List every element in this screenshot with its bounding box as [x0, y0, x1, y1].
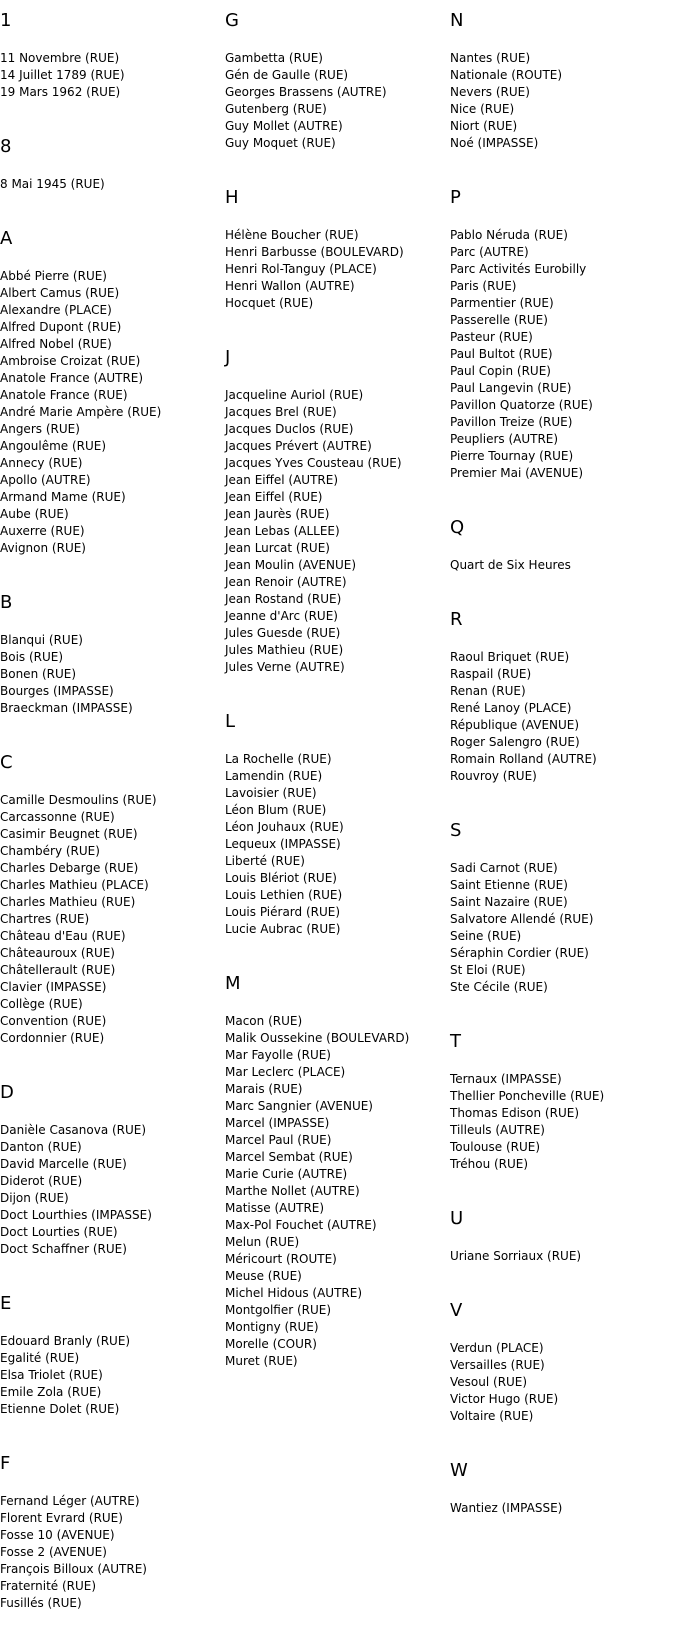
letter-group	[0, 592, 222, 742]
street-link[interactable]: Rouvroy (RUE)	[450, 769, 537, 783]
street-link[interactable]: Jean Jaurès (RUE)	[225, 507, 330, 521]
group-spacer	[225, 938, 447, 963]
letter-group	[450, 187, 672, 507]
street-link[interactable]: Victor Hugo (RUE)	[450, 1392, 559, 1406]
street-link[interactable]: Mar Leclerc (PLACE)	[225, 1065, 346, 1079]
street-link[interactable]: Salvatore Allendé (RUE)	[450, 912, 594, 926]
section-letter-heading: U	[450, 1208, 464, 1229]
street-link[interactable]: Jeanne d'Arc (RUE)	[225, 609, 338, 623]
street-link[interactable]: Clavier (IMPASSE)	[0, 980, 107, 994]
street-link[interactable]: Fosse 2 (AVENUE)	[0, 1545, 107, 1559]
street-link[interactable]: 14 Juillet 1789 (RUE)	[0, 68, 125, 82]
street-link[interactable]: Gutenberg (RUE)	[225, 102, 327, 116]
street-link[interactable]: Ternaux (IMPASSE)	[450, 1072, 562, 1086]
street-link[interactable]: Gén de Gaulle (RUE)	[225, 68, 349, 82]
street-link[interactable]: Uriane Sorriaux (RUE)	[450, 1249, 582, 1263]
street-link[interactable]: Alfred Dupont (RUE)	[0, 320, 122, 334]
street-link[interactable]: David Marcelle (RUE)	[0, 1157, 127, 1171]
street-link[interactable]: Lequeux (IMPASSE)	[225, 837, 341, 851]
street-link[interactable]: Guy Mollet (AUTRE)	[225, 119, 343, 133]
street-link[interactable]: Hocquet (RUE)	[225, 296, 314, 310]
street-link[interactable]: Carcassonne (RUE)	[0, 810, 115, 824]
street-link[interactable]: Alfred Nobel (RUE)	[0, 337, 112, 351]
section-letter-heading: J	[225, 347, 231, 368]
street-link[interactable]: Abbé Pierre (RUE)	[0, 269, 107, 283]
street-link[interactable]: Doct Lourthies (IMPASSE)	[0, 1208, 152, 1222]
street-link[interactable]: Charles Mathieu (RUE)	[0, 895, 136, 909]
street-link[interactable]: Quart de Six Heures	[450, 558, 571, 572]
street-link[interactable]: Méricourt (ROUTE)	[225, 1252, 337, 1266]
street-link[interactable]: Fraternité (RUE)	[0, 1579, 97, 1593]
street-link[interactable]: Saint Nazaire (RUE)	[450, 895, 568, 909]
street-link[interactable]: Jacques Duclos (RUE)	[225, 422, 354, 436]
street-link[interactable]: Aube (RUE)	[0, 507, 69, 521]
street-link[interactable]: Châteauroux (RUE)	[0, 946, 115, 960]
street-link[interactable]: Pavillon Treize (RUE)	[450, 415, 573, 429]
street-link[interactable]: Paul Copin (RUE)	[450, 364, 551, 378]
street-link[interactable]: 19 Mars 1962 (RUE)	[0, 85, 121, 99]
street-link[interactable]: Seine (RUE)	[450, 929, 522, 943]
street-link[interactable]: Châtellerault (RUE)	[0, 963, 116, 977]
street-link[interactable]: Jean Renoir (AUTRE)	[225, 575, 347, 589]
street-link[interactable]: Jean Rostand (RUE)	[225, 592, 342, 606]
street-link[interactable]: Nationale (ROUTE)	[450, 68, 563, 82]
street-link[interactable]: Diderot (RUE)	[0, 1174, 83, 1188]
letter-group	[0, 752, 222, 1072]
street-link[interactable]: Alexandre (PLACE)	[0, 303, 112, 317]
street-link[interactable]: Bonen (RUE)	[0, 667, 77, 681]
street-link[interactable]: Passerelle (RUE)	[450, 313, 548, 327]
street-link[interactable]: Marcel (IMPASSE)	[225, 1116, 330, 1130]
street-link[interactable]: Marthe Nollet (AUTRE)	[225, 1184, 360, 1198]
letter-group	[450, 1300, 672, 1450]
street-link[interactable]: Danton (RUE)	[0, 1140, 82, 1154]
street-link[interactable]: Jacques Prévert (AUTRE)	[225, 439, 372, 453]
street-link[interactable]: Château d'Eau (RUE)	[0, 929, 126, 943]
street-link[interactable]: Jean Lebas (ALLEE)	[225, 524, 340, 538]
group-spacer	[0, 1418, 222, 1443]
street-link[interactable]: Jean Eiffel (RUE)	[225, 490, 323, 504]
street-link[interactable]: Renan (RUE)	[450, 684, 526, 698]
section-letter-heading: C	[0, 752, 13, 773]
street-link[interactable]: Elsa Triolet (RUE)	[0, 1368, 103, 1382]
section-letter-heading: 1	[0, 10, 12, 31]
street-link[interactable]: Malik Oussekine (BOULEVARD)	[225, 1031, 410, 1045]
street-link[interactable]: Marc Sangnier (AVENUE)	[225, 1099, 373, 1113]
street-link[interactable]: Noé (IMPASSE)	[450, 136, 539, 150]
group-spacer	[450, 996, 672, 1021]
street-link[interactable]: Versailles (RUE)	[450, 1358, 545, 1372]
street-link[interactable]: Auxerre (RUE)	[0, 524, 85, 538]
street-link[interactable]: Guy Moquet (RUE)	[225, 136, 336, 150]
letter-group	[450, 1208, 672, 1290]
street-link[interactable]: Parc Activités Eurobilly	[450, 262, 587, 276]
section-letter-heading: G	[225, 10, 239, 31]
street-link[interactable]: Charles Mathieu (PLACE)	[0, 878, 149, 892]
section-letter-heading: R	[450, 609, 463, 630]
letter-group	[0, 136, 222, 218]
street-link[interactable]: Lamendin (RUE)	[225, 769, 323, 783]
street-link[interactable]: Hélène Boucher (RUE)	[225, 228, 359, 242]
section-letter-heading: T	[450, 1031, 461, 1052]
street-link[interactable]: Convention (RUE)	[0, 1014, 107, 1028]
street-link[interactable]: Florent Evrard (RUE)	[0, 1511, 123, 1525]
street-link[interactable]: La Rochelle (RUE)	[225, 752, 332, 766]
street-link[interactable]: Charles Debarge (RUE)	[0, 861, 139, 875]
group-spacer	[450, 1517, 672, 1542]
street-link[interactable]: Michel Hidous (AUTRE)	[225, 1286, 363, 1300]
street-link[interactable]: Danièle Casanova (RUE)	[0, 1123, 147, 1137]
street-link[interactable]: Lavoisier (RUE)	[225, 786, 317, 800]
street-link[interactable]: Saint Etienne (RUE)	[450, 878, 568, 892]
street-link[interactable]: Marcel Sembat (RUE)	[225, 1150, 353, 1164]
group-spacer	[450, 1173, 672, 1198]
street-link[interactable]: Raspail (RUE)	[450, 667, 532, 681]
letter-group	[450, 517, 672, 599]
group-spacer	[0, 1612, 222, 1637]
street-link[interactable]: Roger Salengro (RUE)	[450, 735, 580, 749]
street-link[interactable]: 11 Novembre (RUE)	[0, 51, 120, 65]
section-letter-heading: N	[450, 10, 464, 31]
street-link[interactable]: Louis Lethien (RUE)	[225, 888, 343, 902]
street-link[interactable]: St Eloi (RUE)	[450, 963, 526, 977]
street-link[interactable]: Nevers (RUE)	[450, 85, 530, 99]
street-link[interactable]: Mar Fayolle (RUE)	[225, 1048, 331, 1062]
group-spacer	[0, 1047, 222, 1072]
street-link[interactable]: Annecy (RUE)	[0, 456, 83, 470]
section-letter-heading: L	[225, 711, 236, 732]
section-letter-heading: W	[450, 1460, 468, 1481]
street-link[interactable]: Jean Moulin (AVENUE)	[225, 558, 357, 572]
group-spacer	[0, 717, 222, 742]
letter-group	[450, 820, 672, 1021]
street-link[interactable]: Meuse (RUE)	[225, 1269, 302, 1283]
street-link[interactable]: Vesoul (RUE)	[450, 1375, 528, 1389]
street-link[interactable]: Casimir Beugnet (RUE)	[0, 827, 138, 841]
group-spacer	[450, 574, 672, 599]
section-letter-heading: S	[450, 820, 462, 841]
street-link[interactable]: Chartres (RUE)	[0, 912, 90, 926]
street-link[interactable]: Nantes (RUE)	[450, 51, 531, 65]
group-spacer	[450, 152, 672, 177]
street-link[interactable]: Anatole France (AUTRE)	[0, 371, 144, 385]
street-link[interactable]: René Lanoy (PLACE)	[450, 701, 572, 715]
street-link[interactable]: Bois (RUE)	[0, 650, 64, 664]
street-link[interactable]: Thellier Poncheville (RUE)	[450, 1089, 605, 1103]
street-link[interactable]: Marcel Paul (RUE)	[225, 1133, 332, 1147]
letter-group	[0, 1453, 222, 1637]
street-link[interactable]: Armand Mame (RUE)	[0, 490, 126, 504]
street-link[interactable]: Macon (RUE)	[225, 1014, 303, 1028]
street-link[interactable]: Romain Rolland (AUTRE)	[450, 752, 597, 766]
group-spacer	[225, 1370, 447, 1395]
street-link[interactable]: Paul Langevin (RUE)	[450, 381, 572, 395]
street-link[interactable]: Ambroise Croizat (RUE)	[0, 354, 141, 368]
street-link[interactable]: Camille Desmoulins (RUE)	[0, 793, 157, 807]
street-link[interactable]: Blanqui (RUE)	[0, 633, 83, 647]
street-link[interactable]: Liberté (RUE)	[225, 854, 305, 868]
street-link[interactable]: Gambetta (RUE)	[225, 51, 323, 65]
group-spacer	[450, 1265, 672, 1290]
street-link[interactable]: Max-Pol Fouchet (AUTRE)	[225, 1218, 377, 1232]
street-link[interactable]: Lucie Aubrac (RUE)	[225, 922, 341, 936]
street-link[interactable]: Pavillon Quatorze (RUE)	[450, 398, 593, 412]
street-link[interactable]: Muret (RUE)	[225, 1354, 298, 1368]
street-link[interactable]: Jacques Yves Cousteau (RUE)	[225, 456, 402, 470]
street-link[interactable]: Fernand Léger (AUTRE)	[0, 1494, 140, 1508]
street-link[interactable]: Etienne Dolet (RUE)	[0, 1402, 120, 1416]
letter-group	[225, 347, 447, 701]
street-link[interactable]: Tréhou (RUE)	[450, 1157, 529, 1171]
section-letter-heading: Q	[450, 517, 465, 538]
group-spacer	[450, 785, 672, 810]
street-link[interactable]: Jules Mathieu (RUE)	[225, 643, 344, 657]
letter-group	[225, 973, 447, 1395]
street-link[interactable]: Henri Rol-Tanguy (PLACE)	[225, 262, 377, 276]
street-link[interactable]: Peupliers (AUTRE)	[450, 432, 559, 446]
street-index-column-2	[225, 0, 447, 1395]
street-link[interactable]: Pablo Néruda (RUE)	[450, 228, 568, 242]
street-link[interactable]: Montigny (RUE)	[225, 1320, 319, 1334]
street-link[interactable]: Dijon (RUE)	[0, 1191, 69, 1205]
section-letter-heading: E	[0, 1293, 12, 1314]
street-link[interactable]: Matisse (AUTRE)	[225, 1201, 325, 1215]
street-link[interactable]: Angers (RUE)	[0, 422, 80, 436]
street-link[interactable]: Jules Verne (AUTRE)	[225, 660, 345, 674]
street-link[interactable]: Anatole France (RUE)	[0, 388, 128, 402]
street-link[interactable]: Apollo (AUTRE)	[0, 473, 91, 487]
street-link[interactable]: Henri Barbusse (BOULEVARD)	[225, 245, 404, 259]
letter-group	[225, 711, 447, 963]
section-letter-heading: H	[225, 187, 239, 208]
section-letter-heading: V	[450, 1300, 463, 1321]
group-spacer	[225, 312, 447, 337]
street-link[interactable]: Pierre Tournay (RUE)	[450, 449, 574, 463]
section-letter-heading: D	[0, 1082, 14, 1103]
street-link[interactable]: Avignon (RUE)	[0, 541, 86, 555]
street-link[interactable]: Parc (AUTRE)	[450, 245, 529, 259]
letter-group	[0, 10, 222, 126]
street-link[interactable]: Verdun (PLACE)	[450, 1341, 544, 1355]
street-link[interactable]: Marais (RUE)	[225, 1082, 303, 1096]
street-link[interactable]: Georges Brassens (AUTRE)	[225, 85, 387, 99]
street-link[interactable]: Paul Bultot (RUE)	[450, 347, 553, 361]
street-link[interactable]: 8 Mai 1945 (RUE)	[0, 177, 105, 191]
group-spacer	[450, 482, 672, 507]
street-link[interactable]: François Billoux (AUTRE)	[0, 1562, 147, 1576]
street-link[interactable]: Doct Lourties (RUE)	[0, 1225, 118, 1239]
street-link[interactable]: Tilleuls (AUTRE)	[450, 1123, 545, 1137]
street-link[interactable]: Louis Blériot (RUE)	[225, 871, 337, 885]
street-link[interactable]: Sadi Carnot (RUE)	[450, 861, 558, 875]
street-link[interactable]: Jean Lurcat (RUE)	[225, 541, 330, 555]
group-spacer	[225, 676, 447, 701]
street-link[interactable]: Melun (RUE)	[225, 1235, 300, 1249]
street-link[interactable]: Toulouse (RUE)	[450, 1140, 541, 1154]
section-letter-heading: P	[450, 187, 461, 208]
street-link[interactable]: Léon Jouhaux (RUE)	[225, 820, 344, 834]
street-link[interactable]: Fosse 10 (AVENUE)	[0, 1528, 115, 1542]
letter-group	[450, 1031, 672, 1198]
street-link[interactable]: Collège (RUE)	[0, 997, 83, 1011]
street-link[interactable]: Louis Piérard (RUE)	[225, 905, 341, 919]
street-link[interactable]: Nice (RUE)	[450, 102, 515, 116]
street-link[interactable]: Braeckman (IMPASSE)	[0, 701, 133, 715]
section-letter-heading: 8	[0, 136, 12, 157]
letter-group	[450, 10, 672, 177]
letter-group	[0, 1293, 222, 1443]
street-index-column-3	[450, 0, 672, 1542]
street-link[interactable]: Pasteur (RUE)	[450, 330, 533, 344]
letter-group	[450, 609, 672, 810]
street-link[interactable]: Cordonnier (RUE)	[0, 1031, 105, 1045]
street-link[interactable]: Morelle (COUR)	[225, 1337, 317, 1351]
street-link[interactable]: Bourges (IMPASSE)	[0, 684, 114, 698]
street-link[interactable]: Emile Zola (RUE)	[0, 1385, 102, 1399]
group-spacer	[450, 1425, 672, 1450]
street-link[interactable]: Albert Camus (RUE)	[0, 286, 120, 300]
section-letter-heading: B	[0, 592, 13, 613]
street-link[interactable]: Henri Wallon (AUTRE)	[225, 279, 355, 293]
street-link[interactable]: Fusillés (RUE)	[0, 1596, 82, 1610]
street-link[interactable]: Parmentier (RUE)	[450, 296, 554, 310]
street-link[interactable]: République (AVENUE)	[450, 718, 580, 732]
street-link[interactable]: Jules Guesde (RUE)	[225, 626, 341, 640]
street-link[interactable]: André Marie Ampère (RUE)	[0, 405, 162, 419]
letter-group	[450, 1460, 672, 1542]
street-link[interactable]: Montgolfier (RUE)	[225, 1303, 332, 1317]
street-link[interactable]: Jacques Brel (RUE)	[225, 405, 337, 419]
street-link[interactable]: Ste Cécile (RUE)	[450, 980, 548, 994]
street-link[interactable]: Egalité (RUE)	[0, 1351, 80, 1365]
street-link[interactable]: Jean Eiffel (AUTRE)	[225, 473, 339, 487]
group-spacer	[225, 152, 447, 177]
letter-group	[225, 187, 447, 337]
street-link[interactable]: Angoulême (RUE)	[0, 439, 107, 453]
street-index-column-1	[0, 0, 222, 1637]
group-spacer	[0, 1258, 222, 1283]
letter-group	[0, 228, 222, 582]
street-link[interactable]: Edouard Branly (RUE)	[0, 1334, 131, 1348]
group-spacer	[0, 557, 222, 582]
street-link[interactable]: Chambéry (RUE)	[0, 844, 100, 858]
street-link[interactable]: Séraphin Cordier (RUE)	[450, 946, 589, 960]
street-link[interactable]: Raoul Briquet (RUE)	[450, 650, 570, 664]
section-letter-heading: F	[0, 1453, 11, 1474]
group-spacer	[0, 193, 222, 218]
street-link[interactable]: Doct Schaffner (RUE)	[0, 1242, 127, 1256]
street-link[interactable]: Wantiez (IMPASSE)	[450, 1501, 563, 1515]
street-link[interactable]: Paris (RUE)	[450, 279, 517, 293]
street-link[interactable]: Jacqueline Auriol (RUE)	[225, 388, 364, 402]
group-spacer	[0, 101, 222, 126]
street-link[interactable]: Niort (RUE)	[450, 119, 518, 133]
street-link[interactable]: Voltaire (RUE)	[450, 1409, 534, 1423]
street-link[interactable]: Thomas Edison (RUE)	[450, 1106, 579, 1120]
letter-group	[0, 1082, 222, 1283]
street-link[interactable]: Léon Blum (RUE)	[225, 803, 327, 817]
section-letter-heading: M	[225, 973, 241, 994]
street-link[interactable]: Premier Mai (AVENUE)	[450, 466, 584, 480]
letter-group	[225, 10, 447, 177]
section-letter-heading: A	[0, 228, 13, 249]
street-link[interactable]: Marie Curie (AUTRE)	[225, 1167, 348, 1181]
